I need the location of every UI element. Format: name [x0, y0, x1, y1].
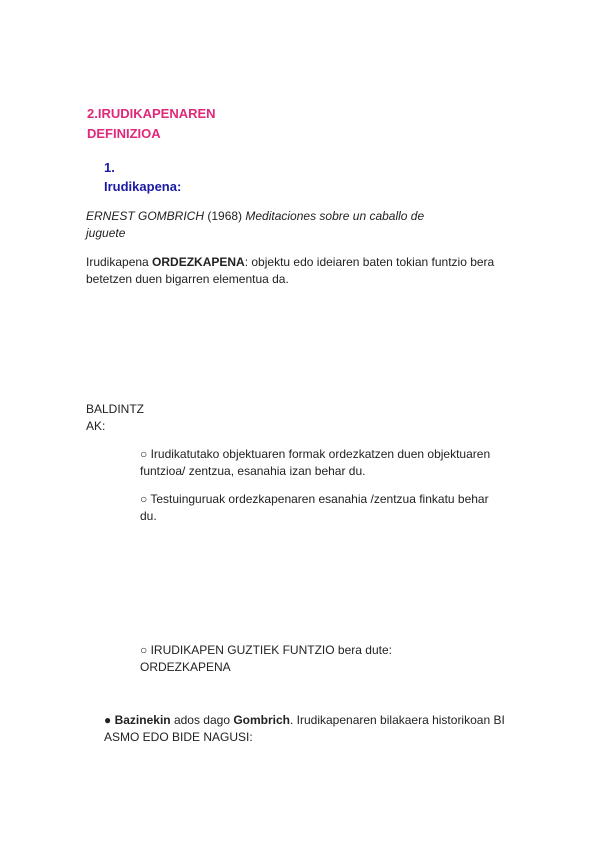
condition-item-line1: ○ Testuinguruak ordezkapenaren esanahia /zentzua finkatu behar — [140, 492, 489, 506]
section-heading-line2: DEFINIZIOA — [87, 126, 161, 141]
conditions-label — [86, 401, 144, 435]
bazinekin-line2: ASMO EDO BIDE NAGUSI: — [104, 730, 253, 744]
citation-author: ERNEST GOMBRICH — [86, 209, 205, 223]
condition-item — [140, 642, 392, 676]
subheading-title: Irudikapena: — [104, 179, 182, 194]
citation-year: (1968) — [204, 209, 246, 223]
gombrich-name: Gombrich — [233, 713, 290, 727]
condition-item — [140, 446, 490, 480]
section-heading — [87, 104, 216, 144]
definition-line1 — [86, 254, 494, 271]
citation-title-cont: juguete — [86, 226, 126, 240]
bazinekin-name: Bazinekin — [114, 713, 171, 727]
bazinekin-paragraph — [104, 712, 505, 746]
subheading-number: 1. — [104, 160, 115, 175]
section-heading-line1: 2.IRUDIKAPENAREN — [87, 106, 216, 121]
subheading — [104, 158, 181, 196]
conditions-label-line1: BALDINTZ — [86, 402, 145, 416]
condition-item-line2: ORDEZKAPENA — [140, 660, 231, 674]
citation — [86, 208, 424, 242]
definition-paragraph — [86, 254, 494, 288]
citation-line1 — [86, 208, 424, 225]
condition-item-line1: ○ Irudikatutako objektuaren formak ordezkatzen duen objektuaren — [140, 447, 491, 461]
condition-item-line2: funtzioa/ zentzua, esanahia izan behar du. — [140, 464, 366, 478]
definition-term: ORDEZKAPENA — [152, 255, 245, 269]
bullet-icon: ● — [104, 713, 115, 727]
condition-item-line2: du. — [140, 509, 157, 523]
definition-rest: : objektu edo ideiaren baten tokian funtzio bera — [244, 255, 495, 269]
citation-title: Meditaciones sobre un caballo de — [245, 209, 425, 223]
bazinekin-line1 — [104, 712, 505, 729]
definition-intro: Irudikapena — [86, 255, 153, 269]
condition-item — [140, 491, 489, 525]
bazinekin-rest: . Irudikapenaren bilakaera historikoan BI — [290, 713, 505, 727]
conditions-label-line2: AK: — [86, 419, 106, 433]
bazinekin-mid: ados dago — [170, 713, 234, 727]
condition-item-line1: ○ IRUDIKAPEN GUZTIEK FUNTZIO bera dute: — [140, 643, 392, 657]
definition-line2: betetzen duen bigarren elementua da. — [86, 272, 289, 286]
